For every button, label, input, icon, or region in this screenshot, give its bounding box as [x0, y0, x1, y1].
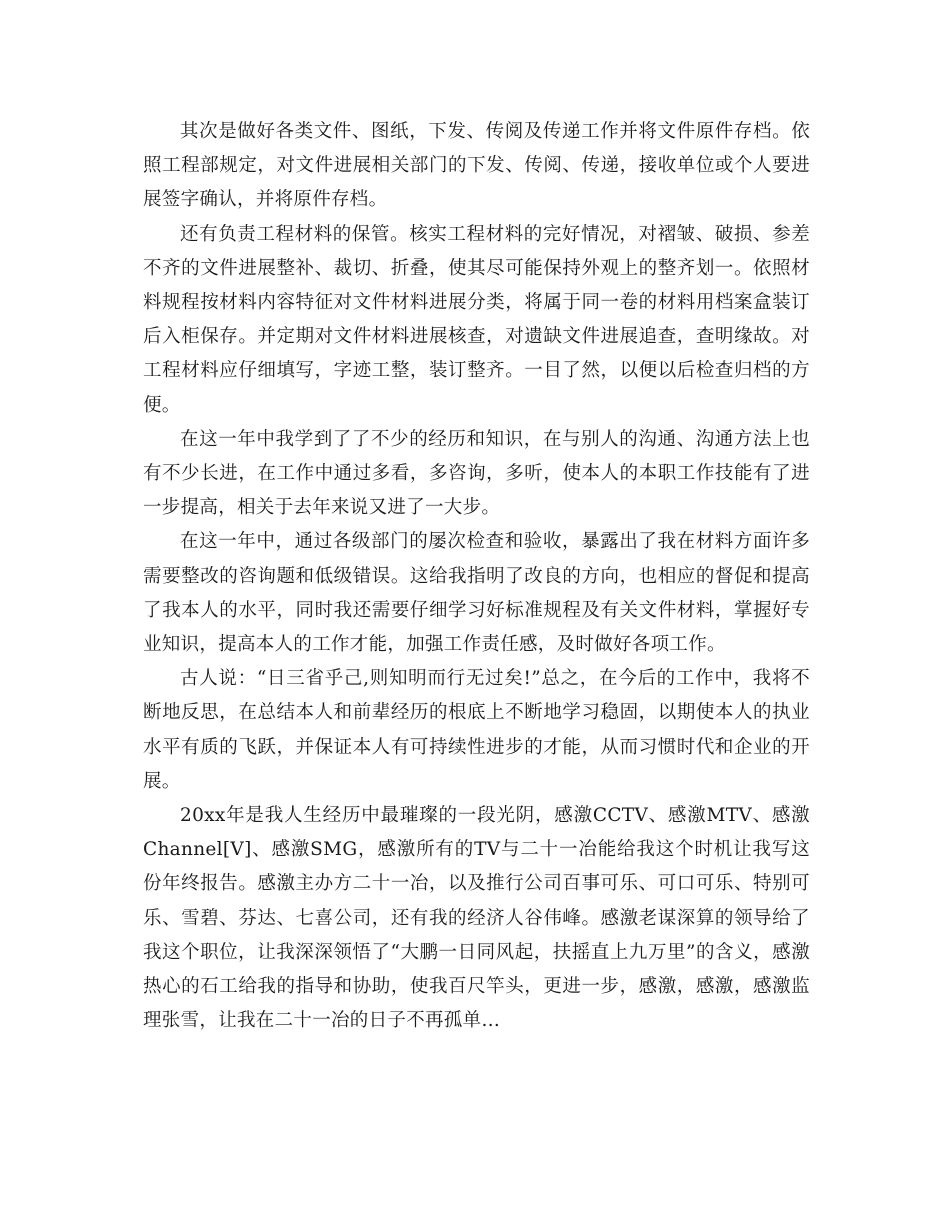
paragraph-thanks: 20xx年是我人生经历中最璀璨的一段光阴，感激CCTV、感激MTV、感激Channel[V]、感激SMG，感激所有的TV与二十一冶能给我这个时机让我写这份年终报告。感激主办方二十一冶，以及推行公司百事可乐、可口可乐、特别可乐、雪碧、芬达、七喜公司，还有我的经济人谷伟峰。感激老谋深算的领导给了我这个职位，让我深深领悟了“大鹏一日同风起，扶摇直上九万里”的含义，感激热心的石工给我的指导和协助，使我百尺竿头，更进一步，感激，感激，感激监理张雪，让我在二十一冶的日子不再孤单…	[143, 805, 810, 1032]
paragraph-inspection-issues: 在这一年中，通过各级部门的屡次检查和验收，暴露出了我在材料方面许多需要整改的咨询题和低级错误。这给我指明了改良的方向，也相应的督促和提高了我本人的水平，同时我还需要仔细学习好标准规程及有关文件材料，掌握好专业知识，提高本人的工作才能，加强工作责任感，及时做好各项工作。	[143, 531, 810, 656]
paragraph-year-learning: 在这一年中我学到了了不少的经历和知识，在与别人的沟通、沟通方法上也有不少长进，在工作中通过多看，多咨询，多听，使本人的本职工作技能有了进一步提高，相关于去年来说又进了一大步。	[143, 428, 810, 519]
paragraph-material-custody: 还有负责工程材料的保管。核实工程材料的完好情况，对褶皱、破损、参差不齐的文件进展整补、裁切、折叠，使其尽可能保持外观上的整齐划一。依照材料规程按材料内容特征对文件材料进展分类，将属于同一卷的材料用档案盒装订后入柜保存。并定期对文件材料进展核查，对遗缺文件进展追查，查明缘故。对工程材料应仔细填写，字迹工整，装订整齐。一目了然，以便以后检查归档的方便。	[143, 223, 810, 416]
document-body	[143, 115, 810, 1038]
paragraph-ancient-saying: 古人说：“日三省乎己,则知明而行无过矣!”总之，在今后的工作中，我将不断地反思，在总结本人和前辈经历的根底上不断地学习稳固，以期使本人的执业水平有质的飞跃，并保证本人有可持续性进步的才能，从而习惯时代和企业的开展。	[143, 668, 810, 792]
paragraph-file-distribution: 其次是做好各类文件、图纸，下发、传阅及传递工作并将文件原件存档。依照工程部规定，对文件进展相关部门的下发、传阅、传递，接收单位或个人要进展签字确认，并将原件存档。	[143, 121, 810, 211]
